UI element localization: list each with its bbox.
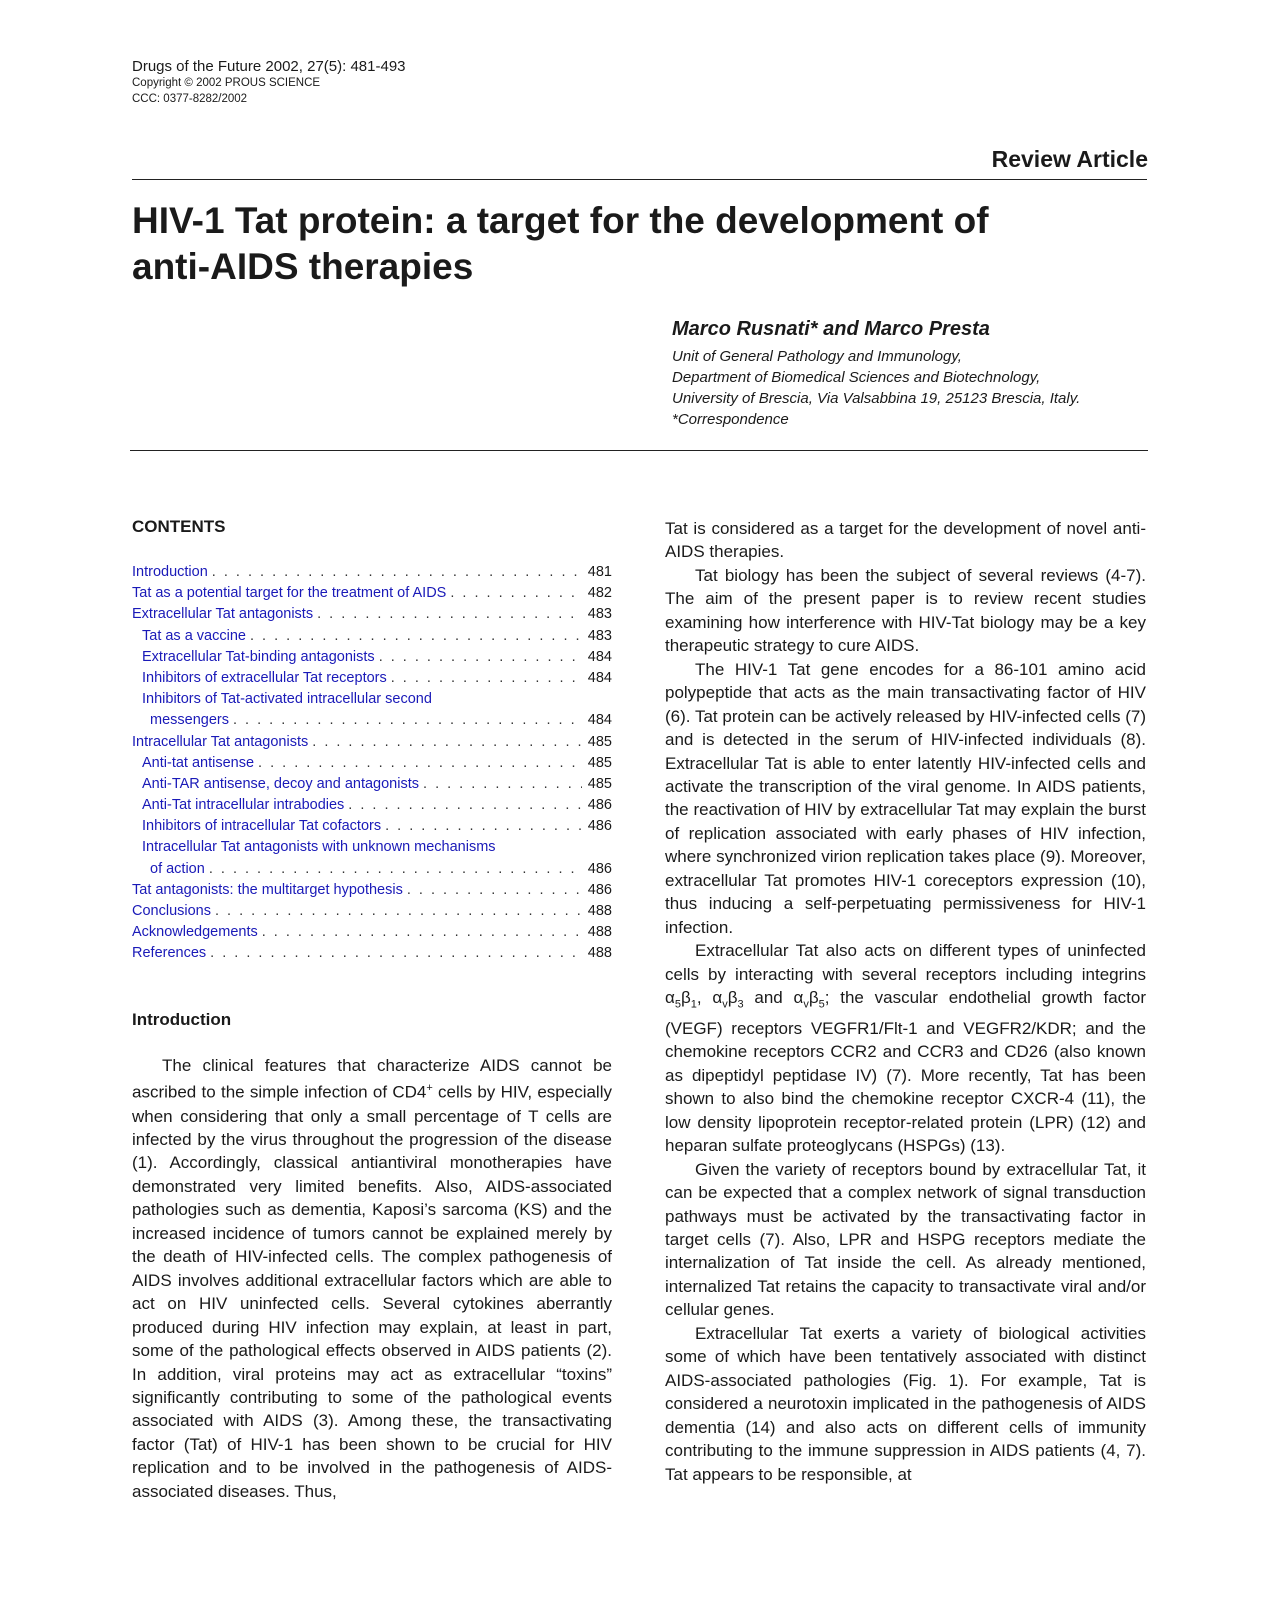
toc-page: 486: [587, 818, 612, 835]
toc-leader: [407, 882, 582, 898]
toc-page: 485: [587, 775, 612, 792]
toc-leader: [391, 670, 582, 686]
toc-leader: [233, 712, 582, 728]
body-paragraph: Given the variety of receptors bound by extracellular Tat, it can be expected that a complex network of signal transduction pathways must be activated by the transactivating factor in target cells (7). Also, LPR and HSPG receptors mediate the internalization of Tat inside the cell. As already mentioned, internalized Tat retains the capacity to transactivate viral and/or cellular genes.: [665, 1159, 1146, 1320]
subscript: 5: [818, 998, 825, 1011]
toc-page: 483: [587, 606, 612, 623]
introduction-heading: Introduction: [132, 1010, 232, 1029]
correspondence-note: *Correspondence: [672, 411, 789, 428]
toc-page: 482: [587, 585, 612, 602]
integrin-avb3: [712, 988, 744, 1011]
toc-label[interactable]: Extracellular Tat-binding antagonists: [142, 648, 375, 665]
affiliation-line: Department of Biomedical Sciences and Biotechnology,: [672, 369, 1041, 386]
greek-letter: α: [665, 988, 675, 1008]
body-text: ; the vascular endothelial growth factor (VEGF) receptors VEGFR1/Flt-1 and VEGFR2/KDR; and the chemokine receptors CCR2 and CCR3 and CD26 (also known as dipeptidyl peptidase IV) (7). More recently, Tat has been shown to also bind the chemokine receptor CXCR-4 (11), the low density lipoprotein receptor-related protein (LPR) (12) and heparan sulfate proteoglycans (HSPGs) (13).: [665, 988, 1146, 1156]
body-text: cells by HIV, especially when considering that only a small percentage of T cells are infected by the virus throughout the progression of the disease (1). Accordingly, classical antiantiviral monotherapies have demonstrated very limited benefits. Also, AIDS-associated pathologies such as dementia, Kaposi’s sarcoma (KS) and the increased incidence of tumors cannot be explained merely by the death of HIV-infected cells. The complex pathogenesis of AIDS involves additional extracellular factors which are able to act on HIV uninfected cells. Several cytokines aberrantly produced during HIV infection may explain, at least in part, some of the pathological effects observed in AIDS patients (2). In addition, viral proteins may act as extracellular “toxins” significantly contributing to some of the pathological events associated with AIDS (3). Among these, the transactivating factor (Tat) of HIV-1 has been shown to be crucial for HIV replication and to be involved in the pathogenesis of AIDS-associated diseases. Thus,: [132, 1083, 612, 1501]
integrin-a5b1: [665, 988, 697, 1011]
greek-letter: β: [808, 988, 819, 1008]
toc-entry[interactable]: [132, 882, 612, 903]
greek-letter: α: [793, 988, 804, 1008]
article-title: HIV-1 Tat protein: a target for the development of anti-AIDS therapies: [132, 200, 989, 287]
toc-page: 488: [587, 945, 612, 962]
body-text: Extracellular Tat also acts on different types of uninfected cells by interacting with several receptors including integrins: [665, 941, 1146, 984]
toc-leader: [209, 861, 582, 877]
copyright-line: Copyright © 2002 PROUS SCIENCE: [132, 77, 321, 89]
body-text: The clinical features that characterize AIDS cannot be ascribed to the simple infection of CD4: [132, 1056, 612, 1103]
affiliation-line: University of Brescia, Via Valsabbina 19, 25123 Brescia, Italy.: [672, 390, 1081, 407]
toc-leader: [262, 924, 582, 940]
toc-page: 486: [587, 797, 612, 814]
toc-entry[interactable]: [132, 861, 612, 882]
subscript: v: [722, 998, 728, 1011]
table-of-contents: [132, 564, 612, 967]
toc-entry[interactable]: [132, 924, 612, 945]
toc-label[interactable]: Anti-tat antisense: [142, 754, 255, 771]
toc-entry[interactable]: [132, 606, 612, 627]
toc-entry[interactable]: [132, 564, 612, 585]
toc-entry[interactable]: [132, 903, 612, 924]
toc-entry[interactable]: [132, 797, 612, 818]
body-paragraph: Tat is considered as a target for the development of novel anti-AIDS therapies.: [665, 519, 1146, 562]
toc-leader: [348, 797, 582, 813]
toc-entry[interactable]: [132, 670, 612, 691]
body-text: ,: [696, 988, 713, 1008]
toc-page: 485: [587, 754, 612, 771]
toc-label[interactable]: Intracellular Tat antagonists: [132, 733, 309, 750]
toc-label[interactable]: Tat antagonists: the multitarget hypothesis: [132, 881, 403, 898]
toc-page: 484: [587, 669, 612, 686]
affiliation-line: Unit of General Pathology and Immunology,: [672, 348, 962, 365]
subscript: v: [803, 998, 809, 1011]
toc-leader: [312, 734, 582, 750]
toc-entry[interactable]: [132, 818, 612, 839]
toc-page: 486: [587, 881, 612, 898]
right-body-column: [665, 517, 1146, 1486]
toc-leader: [450, 585, 581, 601]
toc-label[interactable]: Inhibitors of intracellular Tat cofactors: [142, 818, 382, 835]
toc-label[interactable]: References: [132, 945, 207, 962]
toc-entry[interactable]: [132, 945, 612, 966]
toc-leader: [258, 755, 582, 771]
journal-citation: Drugs of the Future 2002, 27(5): 481-493: [132, 58, 406, 75]
affiliation: [672, 346, 1080, 430]
integrin-avb5: [793, 988, 825, 1011]
toc-page: 488: [587, 903, 612, 919]
body-paragraph: The HIV-1 Tat gene encodes for a 86-101 amino acid polypeptide that acts as the main transactivating factor of HIV (6). Tat protein can be actively released by HIV-infected cells (7) and is detected in the serum of HIV-infected individuals (8). Extracellular Tat is able to enter latently HIV-infected cells and activate the transcription of the viral genome. In AIDS patients, the reactivation of HIV by extracellular Tat may explain the burst of replication associated with early phases of HIV infection, where synchronized virion replication takes place (9). Moreover, extracellular Tat promotes HIV-1 coreceptors expression (10), thus inducing a self-perpetuating permissiveness for HIV-1 infection.: [665, 659, 1146, 937]
toc-entry[interactable]: [132, 734, 612, 755]
toc-entry[interactable]: [132, 839, 612, 860]
greek-letter: β: [680, 988, 691, 1008]
body-text: and: [743, 988, 794, 1008]
toc-label[interactable]: Inhibitors of extracellular Tat receptors: [142, 669, 387, 686]
toc-entry[interactable]: [132, 691, 612, 712]
body-paragraph: Extracellular Tat exerts a variety of biological activities some of which have been tentatively associated with distinct AIDS-associated pathologies (Fig. 1). For example, Tat is considered a neurotoxin implicated in the pathogenesis of AIDS dementia (14) and also acts on different cells of immunity contributing to the immune suppression in AIDS patients (4, 7). Tat appears to be responsible, at: [665, 1323, 1146, 1484]
toc-entry[interactable]: [132, 585, 612, 606]
greek-letter: α: [712, 988, 723, 1008]
superscript: +: [426, 1082, 433, 1095]
toc-leader: [250, 628, 582, 644]
body-paragraph: [665, 939, 1146, 1157]
toc-page: 486: [587, 860, 612, 877]
section-label: Review Article: [991, 146, 1148, 172]
toc-label[interactable]: Anti-Tat intracellular intrabodies: [142, 797, 345, 814]
toc-leader: [379, 649, 582, 665]
authors: Marco Rusnati* and Marco Presta: [672, 318, 990, 340]
toc-page: 484: [587, 648, 612, 665]
toc-entry[interactable]: [132, 755, 612, 776]
toc-leader: [210, 945, 582, 961]
toc-label[interactable]: Intracellular Tat antagonists with unknown mechanisms: [142, 839, 496, 856]
toc-label[interactable]: Tat as a vaccine: [142, 627, 246, 644]
toc-entry[interactable]: [132, 712, 612, 733]
toc-leader: [317, 606, 582, 622]
toc-entry[interactable]: [132, 649, 612, 670]
contents-heading: CONTENTS: [132, 517, 226, 536]
toc-leader: [215, 903, 582, 919]
toc-label[interactable]: of action: [150, 860, 205, 877]
toc-label[interactable]: Tat as a potential target for the treatment of AIDS: [132, 585, 447, 602]
header-rule: [132, 179, 1147, 180]
greek-letter: β: [727, 988, 738, 1008]
left-body-column: [132, 1054, 612, 1503]
toc-label[interactable]: messengers: [150, 712, 229, 729]
subscript: 3: [737, 998, 744, 1011]
ccc-line: CCC: 0377-8282/2002: [132, 93, 248, 105]
toc-leader: [423, 776, 582, 792]
toc-entry[interactable]: [132, 628, 612, 649]
body-paragraph: Tat biology has been the subject of several reviews (4-7). The aim of the present paper is to review recent studies examining how interference with HIV-Tat biology may be a key therapeutic strategy to cure AIDS.: [665, 565, 1146, 656]
toc-label[interactable]: Acknowledgements: [132, 924, 258, 941]
toc-leader: [212, 564, 582, 580]
toc-entry[interactable]: [132, 776, 612, 797]
toc-label[interactable]: Conclusions: [132, 903, 211, 919]
subscript: 1: [690, 998, 697, 1011]
title-rule: [130, 450, 1148, 451]
toc-page: 483: [587, 627, 612, 644]
toc-page: 488: [587, 924, 612, 941]
toc-page: 481: [587, 564, 612, 580]
toc-label[interactable]: Introduction: [132, 564, 208, 580]
toc-page: 484: [587, 712, 612, 729]
toc-label[interactable]: Extracellular Tat antagonists: [132, 606, 314, 623]
body-paragraph: [132, 1054, 612, 1503]
toc-page: 485: [587, 733, 612, 750]
subscript: 5: [674, 998, 681, 1011]
toc-label[interactable]: Inhibitors of Tat-activated intracellular second: [142, 691, 432, 708]
toc-label[interactable]: Anti-TAR antisense, decoy and antagonists: [142, 775, 420, 792]
toc-leader: [385, 818, 582, 834]
